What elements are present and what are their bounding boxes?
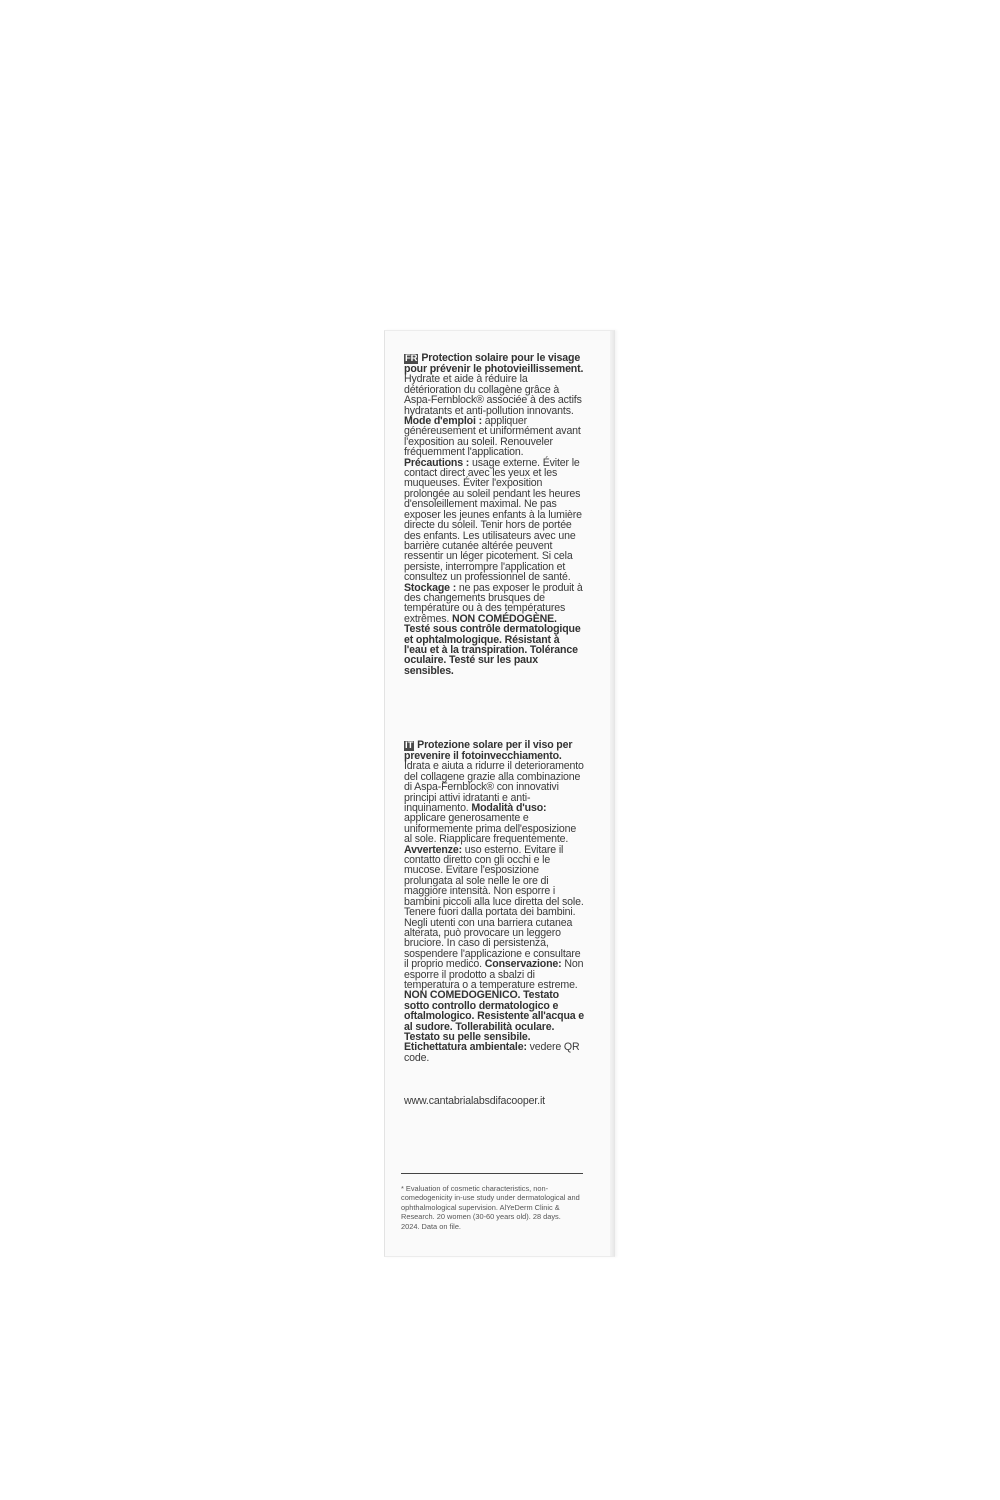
it-segment: Modalità d'uso: [471,802,547,815]
language-tag-fr: FR [405,353,418,364]
website-url: www.cantabrialabsdifacooper.it [404,1095,545,1107]
fr-segment: appliquer généreusement et uniformément avant l'exposition au soleil. Renouveler fréquemment l'application. [404,415,581,459]
it-segment: Non esporre il prodotto a sbalzi di temperatura o a temperature estreme. [404,958,584,991]
fr-segment: Précautions : [404,456,470,469]
italian-text-block [404,740,585,1063]
fr-segment: Protection solaire pour le visage pour prévenir le photovieillissement. [404,352,584,375]
product-box-side [384,330,615,1257]
it-segment: uso esterno. Evitare il contatto diretto con gli occhi e le mucose. Evitare l'esposizione prolungata al sole nelle le ore di maggiore intensità. Non esporre i bambini piccoli alla luce diretta del sole. Tenere fuori dalla portata dei bambini. Negli utenti con una barriera cutanea alterata, può provocare un leggero bruciore. In caso di persistenza, sospendere l'applicazione e consultare il proprio medico. [404,843,584,971]
french-text-block [404,353,585,676]
fr-segment: NON COMÉDOGÈNE. Testé sous contrôle dermatologique et ophtalmologique. Résistant à l'eau et à la transpiration. Tolérance oculaire. Testé sur les paux sensibles. [404,612,581,677]
fr-segment: Mode d'emploi : [404,415,482,428]
fr-segment: usage externe. Éviter le contact direct avec les yeux et les muqueuses. Éviter l'exposition prolongée au soleil pendant les heures d'ensoleillement maximal. Ne pas exposer les jeunes enfants à la lumière directe du soleil. Tenir hors de portée des enfants. Les utilisateurs avec une barrière cutanée altérée peuvent ressentir un léger picotement. Si cela persiste, interrompre l'application et consultez un professionnel de santé. [404,456,582,584]
it-segment: NON COMEDOGENICO. Testato sotto controllo dermatologico e oftalmologico. Resistente all'acqua e al sudore. Tollerabilità oculare. Testato su pelle sensibile. Etichettatura ambientale: [404,989,585,1054]
it-segment: Conservazione: [484,958,562,971]
footnote-divider [401,1173,583,1174]
it-segment: vedere QR code. [404,1041,580,1064]
it-segment: Idrata e aiuta a ridurre il deterioramento del collagene grazie alla combinazione di Aspa-Fernblock® con innovativi principi attivi idratanti e anti-inquinamento. [404,760,584,815]
fr-segment: Stockage : [404,581,457,594]
fr-segment: ne pas exposer le produit à des changements brusques de température ou à des températures extrêmes. [404,581,583,625]
language-tag-it: IT [405,740,414,751]
fr-segment: Hydrate et aide à réduire la détérioration du collagène grâce à Aspa-Fernblock® associée à des actifs hydratants et anti-pollution innovants. [404,373,582,417]
it-segment: Protezione solare per il viso per prevenire il fotoinvecchiamento. [404,739,573,762]
it-segment: applicare generosamente e uniformemente prima dell'esposizione al sole. Riapplicare frequentemente. [404,812,577,846]
it-segment: Avvertenze: [404,843,463,856]
footnote: * Evaluation of cosmetic characteristics, non-comedogenicity in-use study under dermatological and ophthalmological supervision. AlYeDerm Clinic & Research. 20 women (30-60 years old). 28 days. 2024. Data on file. [401,1184,580,1231]
